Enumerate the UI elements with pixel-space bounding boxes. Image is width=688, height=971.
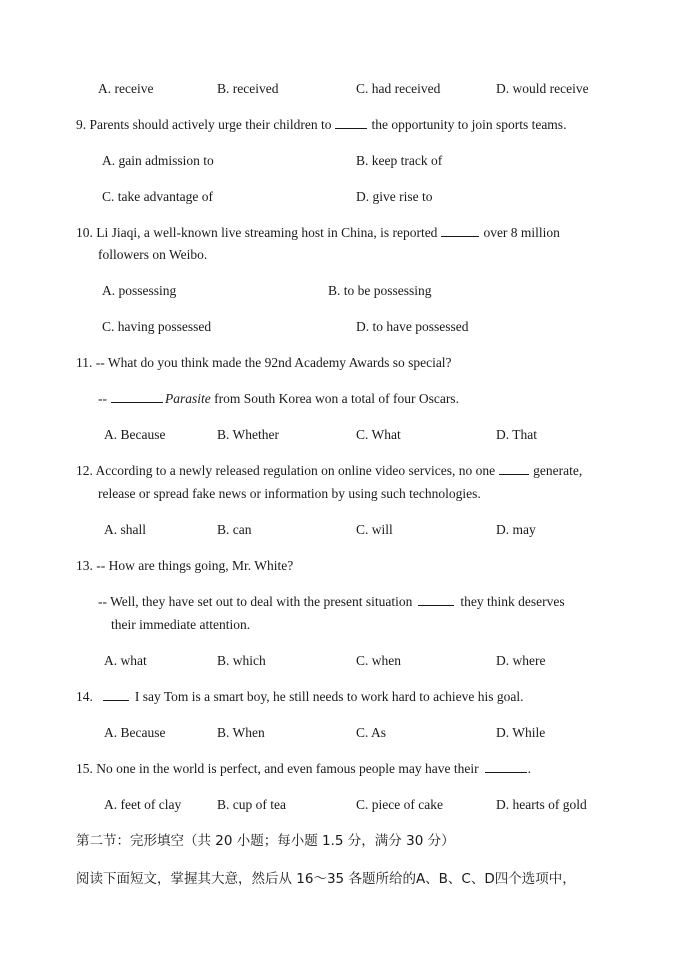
q14-text-post: I say Tom is a smart boy, he still needs to work hard to achieve his goal. <box>134 689 524 704</box>
q12-option-c: C. will <box>356 522 393 537</box>
q15-number: 15. <box>76 761 93 776</box>
q8-option-d: D. would receive <box>496 81 589 96</box>
q10-number: 10. <box>76 225 93 240</box>
q15-option-d: D. hearts of gold <box>496 797 587 812</box>
q11-option-c: C. What <box>356 427 401 442</box>
q14-blank <box>103 688 129 701</box>
q12-text-post: generate, <box>533 463 583 478</box>
q13-answer-line3: their immediate attention. <box>111 617 251 632</box>
q10-option-a: A. possessing <box>102 283 177 298</box>
q13-option-b: B. which <box>217 653 266 668</box>
q12-number: 12. <box>76 463 93 478</box>
q11-question: -- What do you think made the 92nd Academy Awards so special? <box>95 355 452 370</box>
section2-heading: 第二节：完形填空（共 20 小题；每小题 1.5 分，满分 30 分） <box>76 833 455 849</box>
q10-stem-line2: followers on Weibo. <box>98 247 208 262</box>
q9-option-c: C. take advantage of <box>102 189 213 204</box>
q8-option-c: C. had received <box>356 81 441 96</box>
q11-stem <box>76 354 452 372</box>
q11-answer-dash: -- <box>98 391 107 406</box>
q14-option-a: A. Because <box>104 725 166 740</box>
q15-option-b: B. cup of tea <box>217 797 286 812</box>
q13-number: 13. <box>76 558 93 573</box>
q12-option-d: D. may <box>496 522 536 537</box>
q12-stem-line2: release or spread fake news or information by using such technologies. <box>98 486 481 501</box>
q13-answer-line <box>98 593 565 611</box>
q9-blank <box>335 116 367 129</box>
q12-blank <box>499 462 529 475</box>
q11-option-d: D. That <box>496 427 537 442</box>
q9-option-a: A. gain admission to <box>102 153 214 168</box>
q13-option-a: A. what <box>104 653 147 668</box>
q13-stem <box>76 557 293 575</box>
q12-option-a: A. shall <box>104 522 146 537</box>
q14-option-c: C. As <box>356 725 387 740</box>
q9-text-pre: Parents should actively urge their children to <box>89 117 332 132</box>
q13-text-post: they think deserves <box>460 594 565 609</box>
q12-text-pre: According to a newly released regulation on online video services, no one <box>95 463 496 478</box>
q15-option-a: A. feet of clay <box>104 797 182 812</box>
q15-blank <box>485 760 527 773</box>
q12-stem <box>76 462 582 480</box>
q9-number: 9. <box>76 117 87 132</box>
q8-option-b: B. received <box>217 81 279 96</box>
q15-stem <box>76 760 531 778</box>
q13-option-c: C. when <box>356 653 401 668</box>
q11-blank <box>111 390 163 403</box>
q8-option-a: A. receive <box>98 81 154 96</box>
q11-answer-line <box>98 390 459 408</box>
q14-option-b: B. When <box>217 725 265 740</box>
q11-number: 11. <box>76 355 93 370</box>
q10-blank <box>441 224 479 237</box>
q10-stem <box>76 224 560 242</box>
q14-number: 14. <box>76 689 93 704</box>
q10-option-d: D. to have possessed <box>356 319 469 334</box>
q15-option-c: C. piece of cake <box>356 797 443 812</box>
q9-stem <box>76 116 566 134</box>
q11-film-title: Parasite <box>165 391 211 406</box>
q10-option-c: C. having possessed <box>102 319 212 334</box>
q9-option-b: B. keep track of <box>356 153 443 168</box>
q15-text-pre: No one in the world is perfect, and even famous people may have their <box>96 761 479 776</box>
q14-stem <box>76 688 523 706</box>
q15-text-post: . <box>527 761 531 776</box>
q10-text-post: over 8 million <box>483 225 560 240</box>
q10-option-b: B. to be possessing <box>328 283 432 298</box>
q9-option-d: D. give rise to <box>356 189 433 204</box>
q13-question: -- How are things going, Mr. White? <box>96 558 294 573</box>
q10-text-pre: Li Jiaqi, a well-known live streaming host in China, is reported <box>96 225 438 240</box>
q11-option-a: A. Because <box>104 427 166 442</box>
q13-text-pre: -- Well, they have set out to deal with the present situation <box>98 594 413 609</box>
q13-blank <box>418 593 454 606</box>
q13-option-d: D. where <box>496 653 546 668</box>
section2-instruction: 阅读下面短文，掌握其大意，然后从 16～35 各题所给的A、B、C、D四个选项中， <box>76 871 576 887</box>
q9-text-post: the opportunity to join sports teams. <box>371 117 567 132</box>
q14-option-d: D. While <box>496 725 546 740</box>
q12-option-b: B. can <box>217 522 252 537</box>
q11-answer-text: from South Korea won a total of four Oscars. <box>214 391 459 406</box>
q11-option-b: B. Whether <box>217 427 279 442</box>
